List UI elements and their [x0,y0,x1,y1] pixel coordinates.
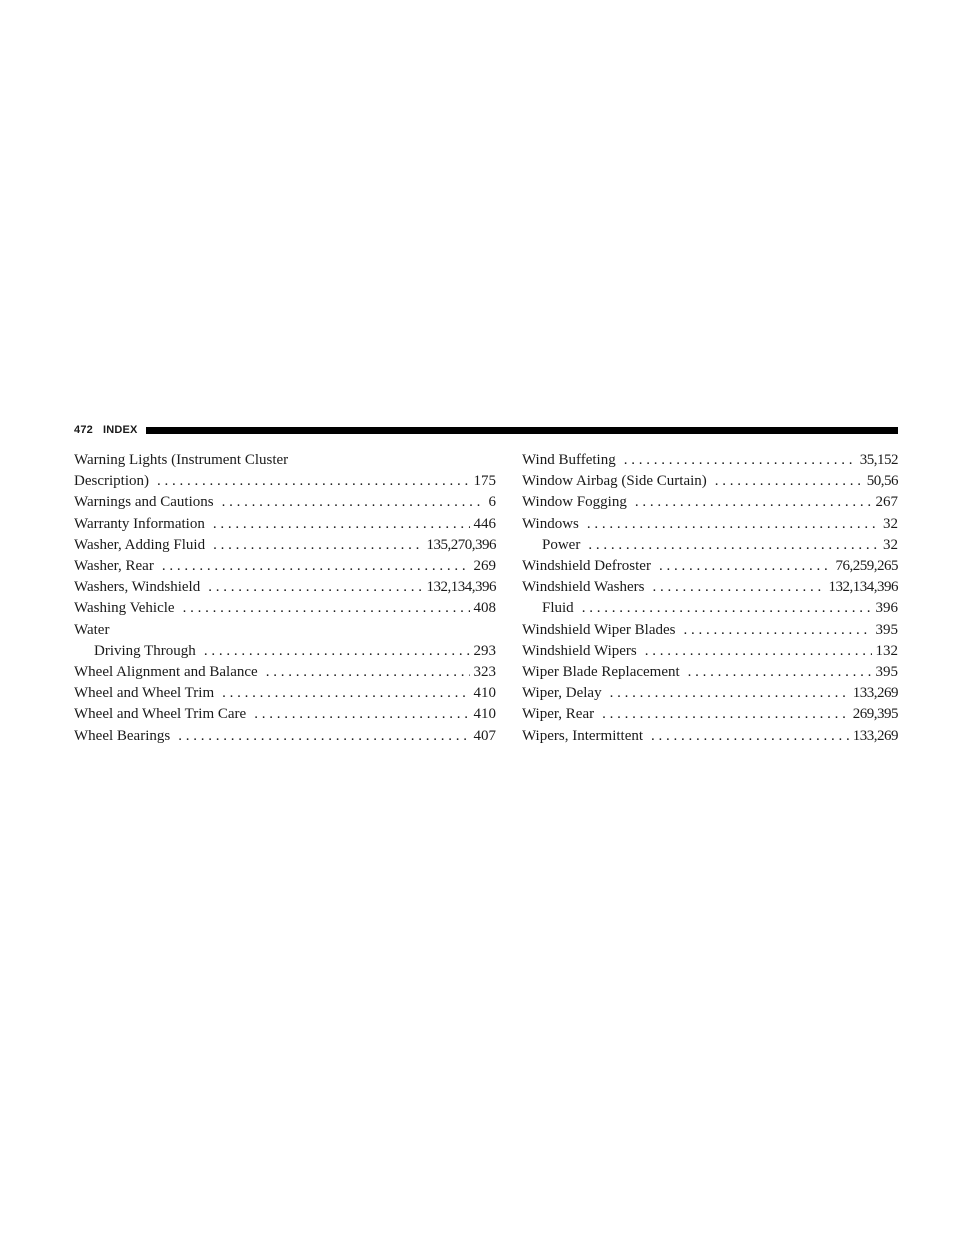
dot-leader [204,641,470,662]
index-entry [74,598,496,619]
dot-leader [645,641,872,662]
index-pages: 269 [473,558,496,575]
index-pages: 293 [473,642,496,659]
index-entry [74,577,496,598]
index-column-right [522,450,898,747]
page-header [74,422,898,438]
index-term: Driving Through [94,642,196,659]
index-pages: 132 [875,642,898,659]
index-entry [522,577,898,598]
index-pages: 395 [875,621,898,638]
index-pages: 135,270,396 [426,536,496,553]
dot-leader [610,683,849,704]
index-subentry [74,641,496,662]
index-subentry [522,535,898,556]
index-pages: 395 [875,664,898,681]
index-term: Windows [522,515,579,532]
index-entry [522,641,898,662]
index-entry [74,683,496,704]
dot-leader [588,535,879,556]
index-entry [522,704,898,725]
index-pages: 175 [473,473,496,490]
index-entry [522,726,898,747]
dot-leader [635,492,872,513]
index-pages: 407 [473,727,496,744]
index-entry [522,471,898,492]
index-subentry [522,598,898,619]
index-term: Wheel Bearings [74,727,171,744]
index-pages: 35,152 [859,452,898,468]
index-term: Power [542,536,581,553]
index-term: Windshield Wiper Blades [522,621,676,638]
index-entry [522,683,898,704]
index-term: Windshield Defroster [522,558,651,575]
index-pages: 133,269 [852,727,898,744]
index-entry [74,471,496,492]
dot-leader [157,471,470,492]
dot-leader [684,620,872,641]
index-entry [74,556,496,577]
index-term: Warnings and Cautions [74,494,214,511]
index-pages: 410 [473,685,496,702]
index-column-left [74,450,496,747]
header-rule [146,427,898,434]
index-term: Wheel Alignment and Balance [74,664,258,681]
index-term: Wipers, Intermittent [522,727,644,744]
index-pages: 410 [473,706,496,723]
index-term: Washers, Windshield [74,579,201,596]
index-pages: 32 [883,536,898,553]
section-label: INDEX [102,424,138,436]
index-entry [74,492,496,513]
index-pages: 6 [488,494,496,511]
index-term: Water [74,621,110,638]
index-pages: 269,395 [852,706,898,723]
index-term: Washing Vehicle [74,600,175,617]
index-term: Windshield Wipers [522,642,637,659]
index-term: Window Fogging [522,494,627,511]
dot-leader [213,514,470,535]
index-term: Washer, Adding Fluid [74,536,206,553]
index-term: Warranty Information [74,515,205,532]
dot-leader [659,556,832,577]
dot-leader [582,598,872,619]
index-entry [522,556,898,577]
index-pages: 76,259,265 [835,558,898,575]
dot-leader [587,514,879,535]
index-pages: 132,134,396 [828,579,898,596]
index-term: Warning Lights (Instrument Cluster [74,452,289,468]
index-term: Wiper, Delay [522,685,602,702]
index-entry [74,704,496,725]
dot-leader [652,577,824,598]
index-pages: 50,56 [866,473,898,490]
index-pages: 132,134,396 [426,579,496,596]
dot-leader [715,471,863,492]
dot-leader [624,450,856,471]
index-term: Wiper Blade Replacement [522,664,680,681]
page-number: 472 [74,424,93,436]
index-term: Washer, Rear [74,558,154,575]
dot-leader [162,556,470,577]
dot-leader [178,726,469,747]
index-term: Fluid [542,600,574,617]
index-term: Wiper, Rear [522,706,595,723]
index-entry [74,514,496,535]
index-term: Wheel and Wheel Trim [74,685,215,702]
dot-leader [266,662,470,683]
index-pages: 267 [875,494,898,511]
dot-leader [688,662,872,683]
dot-leader [183,598,470,619]
dot-leader [651,726,849,747]
index-entry [74,535,496,556]
index-entry [522,514,898,535]
dot-leader [208,577,422,598]
index-pages: 446 [473,515,496,532]
index-pages: 396 [875,600,898,617]
index-heading [74,620,496,641]
index-entry [74,662,496,683]
index-entry [522,662,898,683]
index-entry [522,492,898,513]
index-pages: 32 [883,515,898,532]
index-pages: 408 [473,600,496,617]
index-entry [522,620,898,641]
dot-leader [254,704,469,725]
index-term: Wheel and Wheel Trim Care [74,706,247,723]
index-entry [522,450,898,471]
dot-leader [213,535,422,556]
index-entry [74,726,496,747]
dot-leader [602,704,849,725]
index-pages: 133,269 [852,685,898,702]
index-pages: 323 [473,664,496,681]
index-term: Windshield Washers [522,579,645,596]
index-term: Window Airbag (Side Curtain) [522,473,707,490]
dot-leader [222,683,469,704]
index-term: Description) [74,473,149,490]
index-heading [74,450,496,471]
index-term: Wind Buffeting [522,452,616,468]
dot-leader [222,492,485,513]
